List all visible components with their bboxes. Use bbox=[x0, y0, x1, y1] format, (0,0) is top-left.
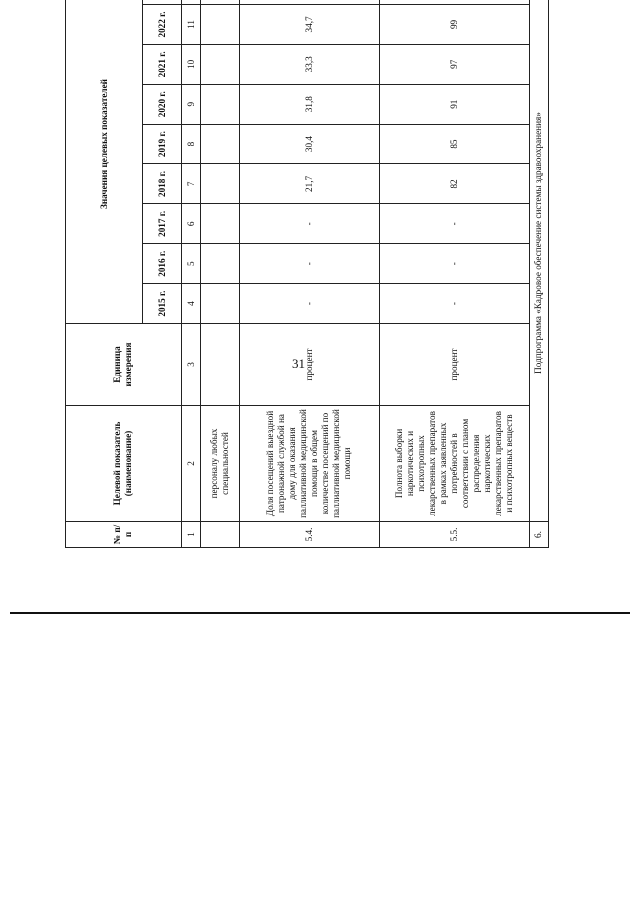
row-unit: процент bbox=[379, 324, 529, 406]
row-value bbox=[201, 84, 240, 124]
header-unit: Единица измерения bbox=[66, 324, 182, 406]
row-value: - bbox=[239, 204, 379, 244]
row-value: 99 bbox=[379, 5, 529, 45]
row-value: 33,3 bbox=[239, 44, 379, 84]
row-value bbox=[379, 0, 529, 5]
rotated-table-container bbox=[65, 0, 549, 548]
horizontal-divider bbox=[10, 612, 630, 614]
indicators-table bbox=[65, 0, 549, 548]
row-value: 97 bbox=[379, 44, 529, 84]
table-row bbox=[379, 0, 529, 548]
row-value bbox=[201, 124, 240, 164]
header-year: 2016 г. bbox=[143, 244, 182, 284]
col-number: 2 bbox=[181, 406, 200, 522]
row-value bbox=[201, 284, 240, 324]
row-value: - bbox=[239, 244, 379, 284]
row-value: - bbox=[379, 204, 529, 244]
page-number: 31 bbox=[292, 356, 305, 371]
col-number: 8 bbox=[181, 124, 200, 164]
subprogram-title: Подпрограмма «Кадровое обеспечение системы здравоохранения» bbox=[529, 0, 548, 522]
table-row bbox=[201, 0, 240, 548]
row-value bbox=[201, 0, 240, 5]
col-number: 4 bbox=[181, 284, 200, 324]
col-number: 10 bbox=[181, 44, 200, 84]
header-year: 2015 г. bbox=[143, 284, 182, 324]
row-value: - bbox=[239, 284, 379, 324]
row-unit: процент bbox=[239, 324, 379, 406]
header-num: № п/п bbox=[66, 522, 182, 548]
row-value: 30,4 bbox=[239, 124, 379, 164]
subprogram-num: 6. bbox=[529, 522, 548, 548]
row-num bbox=[201, 522, 240, 548]
header-values-group: Значения целевых показателей bbox=[66, 0, 143, 324]
row-value bbox=[201, 204, 240, 244]
col-number: 9 bbox=[181, 84, 200, 124]
row-num: 5.4. bbox=[239, 522, 379, 548]
row-name: Полнота выборки наркотических и психотропных лекарственных препаратов в рамках заявленных потребностей в соответствии с планом распределения наркотических лекарственных препаратов и психотропных веществ bbox=[379, 406, 529, 522]
col-number: 1 bbox=[181, 522, 200, 548]
header-year: 2017 г. bbox=[143, 204, 182, 244]
header-year: 2022 г. bbox=[143, 5, 182, 45]
col-number: 3 bbox=[181, 324, 200, 406]
column-number-row bbox=[181, 0, 200, 548]
col-number: 6 bbox=[181, 204, 200, 244]
row-value: 82 bbox=[379, 164, 529, 204]
row-num: 5.5. bbox=[379, 522, 529, 548]
row-value bbox=[201, 44, 240, 84]
row-name: персоналу любых специальностей bbox=[201, 406, 240, 522]
col-number: 5 bbox=[181, 244, 200, 284]
row-value: - bbox=[379, 244, 529, 284]
subprogram-row bbox=[529, 0, 548, 548]
row-value: 21,7 bbox=[239, 164, 379, 204]
row-value bbox=[201, 5, 240, 45]
row-name: Доля посещений выездной патронажной службой на дому для оказания паллиативной медицинской помощи в общем количестве посещений по паллиативной медицинской помощи bbox=[239, 406, 379, 522]
row-value: 85 bbox=[379, 124, 529, 164]
row-value: 31,8 bbox=[239, 84, 379, 124]
row-value: - bbox=[379, 284, 529, 324]
col-number: 11 bbox=[181, 5, 200, 45]
row-value bbox=[201, 164, 240, 204]
header-year bbox=[143, 0, 182, 5]
col-number bbox=[181, 0, 200, 5]
header-year: 2018 г. bbox=[143, 164, 182, 204]
row-value: 91 bbox=[379, 84, 529, 124]
header-year: 2021 г. bbox=[143, 44, 182, 84]
col-number: 7 bbox=[181, 164, 200, 204]
row-value: 34,7 bbox=[239, 5, 379, 45]
table-row bbox=[239, 0, 379, 548]
row-value bbox=[239, 0, 379, 5]
header-year: 2019 г. bbox=[143, 124, 182, 164]
header-indicator: Целевой показатель (наименование) bbox=[66, 406, 182, 522]
header-year: 2020 г. bbox=[143, 84, 182, 124]
row-value bbox=[201, 244, 240, 284]
row-unit bbox=[201, 324, 240, 406]
